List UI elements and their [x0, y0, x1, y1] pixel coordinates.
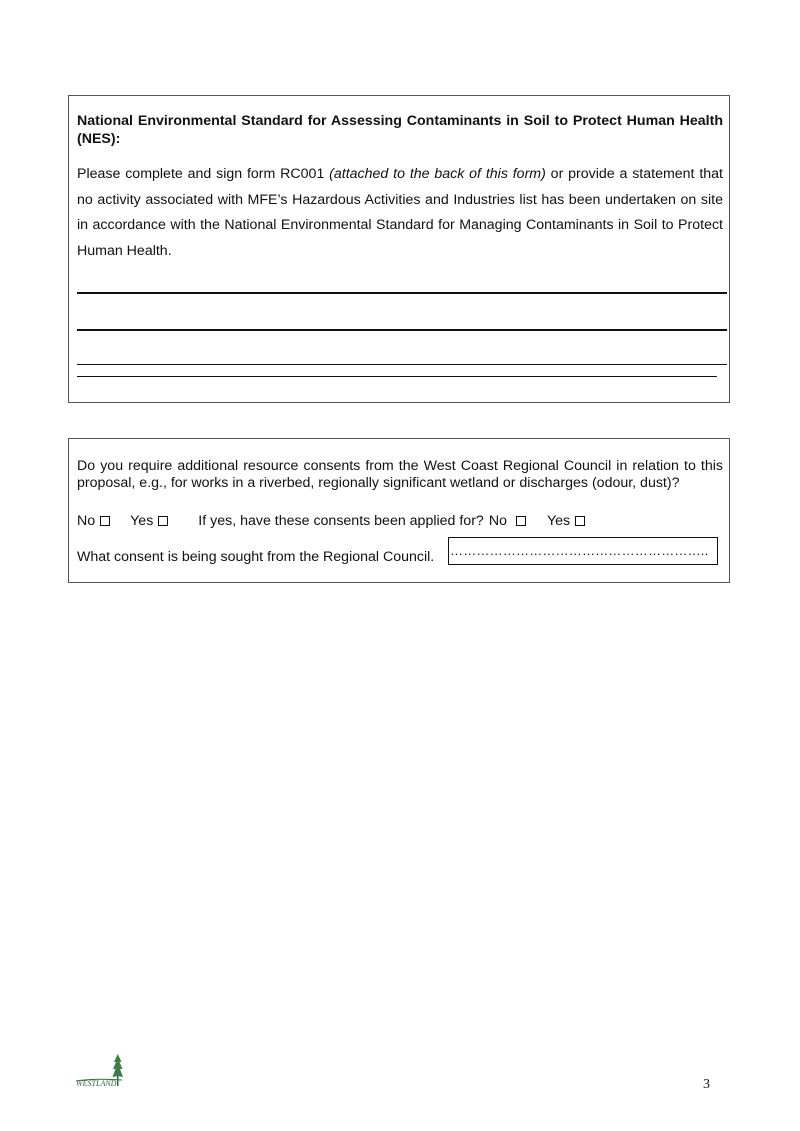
followup-no-label: No [488, 513, 507, 529]
option-yes-label: Yes [130, 513, 154, 529]
option-yes[interactable] [130, 512, 168, 530]
answer-line-2[interactable] [77, 329, 727, 331]
nes-text-before: Please complete and sign form RC001 [77, 166, 330, 182]
no-checkbox[interactable] [100, 516, 110, 526]
nes-section [68, 95, 730, 403]
nes-text-italic: (attached to the back of this form) [329, 166, 546, 182]
consent-options-row [77, 512, 585, 530]
regional-consent-question: Do you require additional resource consents from the West Coast Regional Council in relation to this proposal, e.g., for works in a riverbed, regionally significant wetland or discharges (odour, dust)? [77, 458, 723, 491]
answer-line-1[interactable] [77, 292, 727, 294]
answer-line-4[interactable] [77, 376, 717, 377]
regional-consent-section [68, 438, 730, 583]
answer-line-3[interactable] [77, 364, 727, 365]
option-no[interactable] [77, 512, 110, 530]
nes-instructions [77, 162, 723, 264]
consent-sought-label: What consent is being sought from the Regional Council. [77, 549, 435, 565]
logo-wordmark: WESTLAND [76, 1079, 117, 1088]
westland-tree-icon [74, 1052, 130, 1092]
nes-text-after: or provide a statement that no activity associated with MFE’s Hazardous Activities and Industries list has been undertaken on site in accordance with the National Environmental Standard for Managing Contaminants in Soil to Protect Human Health. [77, 166, 723, 259]
westland-logo [74, 1052, 130, 1092]
followup-question: If yes, have these consents been applied for? [198, 513, 484, 529]
consent-sought-field[interactable]: ………………………………………………….. [448, 537, 718, 565]
yes-checkbox[interactable] [158, 516, 168, 526]
followup-yes-label: Yes [546, 513, 571, 529]
nes-heading: National Environmental Standard for Assessing Contaminants in Soil to Protect Human Health (NES): [77, 113, 723, 147]
option-no-label: No [77, 513, 96, 529]
followup-no-checkbox[interactable] [516, 516, 526, 526]
page-number: 3 [703, 1077, 710, 1092]
followup-yes-checkbox[interactable] [575, 516, 585, 526]
followup-option-yes[interactable] [547, 512, 585, 530]
followup-option-no[interactable] [489, 512, 526, 530]
